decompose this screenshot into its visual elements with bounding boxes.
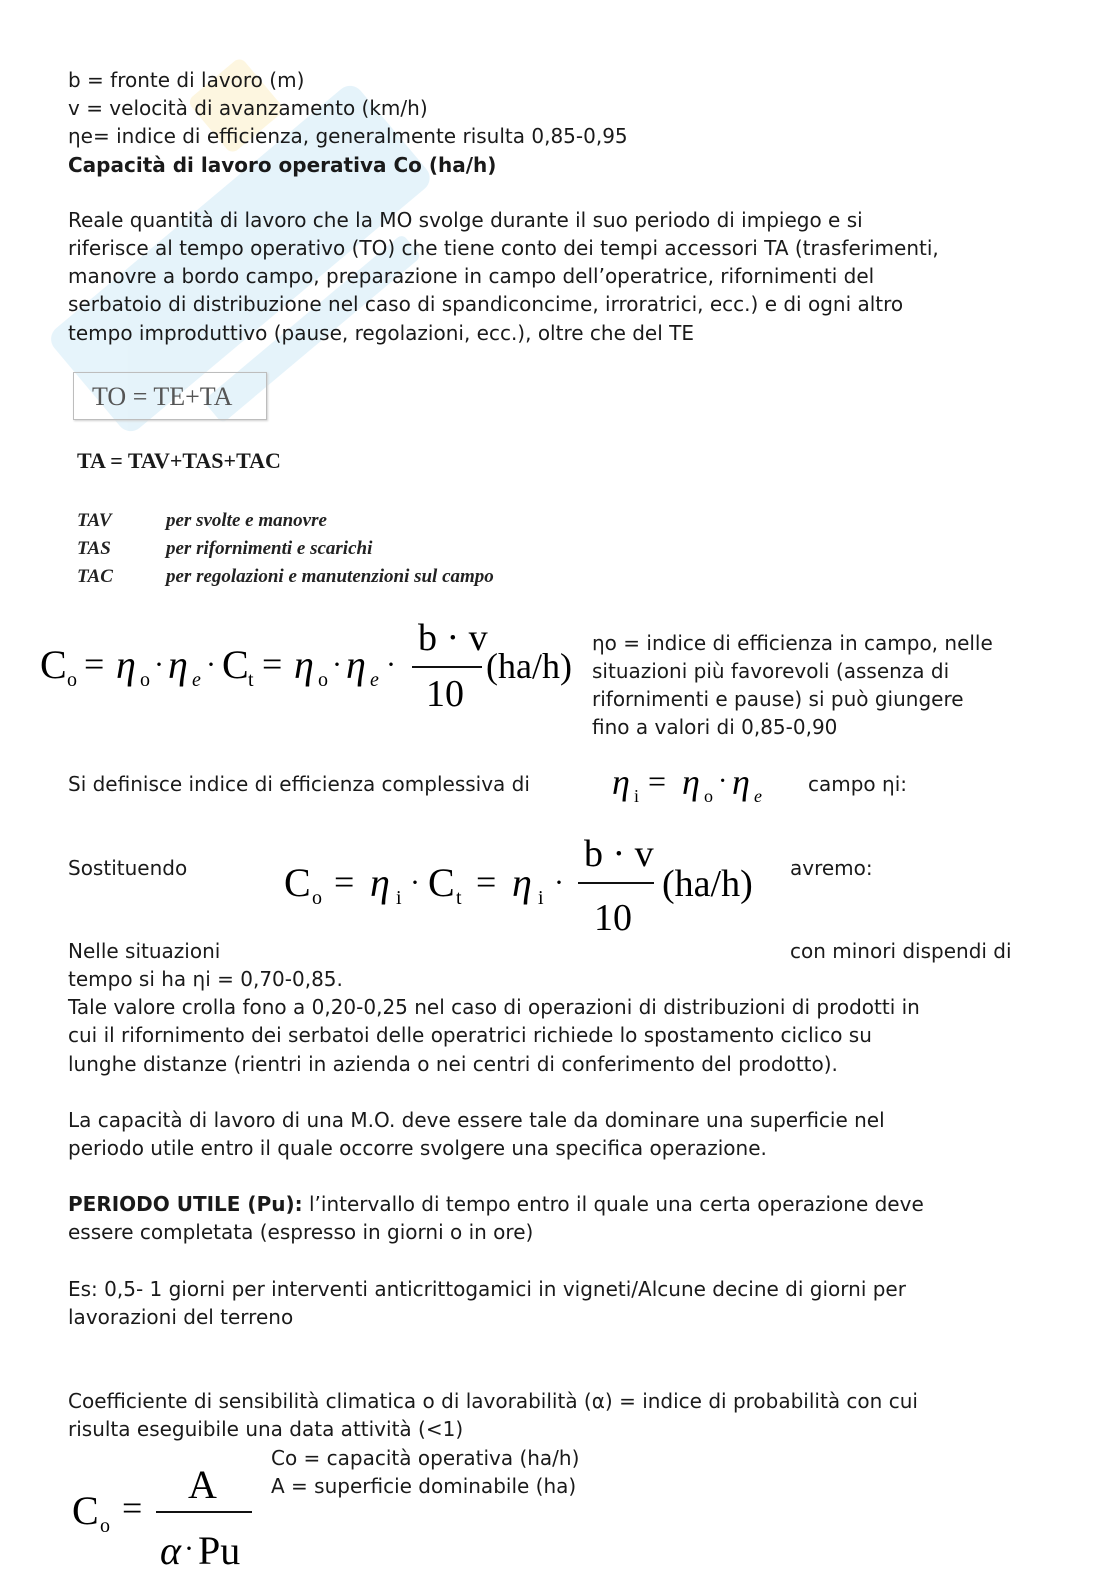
paragraph-line: tempo improduttivo (pause, regolazioni, ecc.), oltre che del TE <box>68 321 695 345</box>
svg-text:o: o <box>312 887 322 909</box>
svg-text:o: o <box>318 669 328 691</box>
paragraph-line: La capacità di lavoro di una M.O. deve essere tale da dominare una superficie nel <box>68 1108 885 1132</box>
periodo-utile-text: l’intervallo di tempo entro il quale una certa operazione deve <box>302 1192 924 1216</box>
svg-text:η: η <box>682 762 700 802</box>
ta-item-key: TAC <box>77 566 113 587</box>
paragraph-line: riferisce al tempo operativo (TO) che tiene conto dei tempi accessori TA (trasferimenti, <box>68 236 939 260</box>
svg-text:Pu: Pu <box>198 1528 241 1573</box>
svg-text:=: = <box>84 644 105 684</box>
paragraph-line: Reale quantità di lavoro che la MO svolge durante il suo periodo di impiego e si <box>68 208 863 232</box>
svg-text:η: η <box>512 860 532 905</box>
svg-text:η: η <box>370 860 390 905</box>
svg-text:(ha/h): (ha/h) <box>486 646 572 686</box>
heading-operative-capacity: Capacità di lavoro operativa Co (ha/h) <box>68 153 497 177</box>
eta-o-desc-line: rifornimenti e pause) si può giungere <box>592 687 964 711</box>
formula-eta-i <box>608 760 788 812</box>
ta-item <box>77 566 494 588</box>
eta-i-definition-prefix: Si definisce indice di efficienza complessiva di <box>68 772 530 796</box>
definition-b: b = fronte di lavoro (m) <box>68 68 305 92</box>
svg-text:·: · <box>410 866 420 899</box>
svg-text:e: e <box>192 669 201 691</box>
svg-text:·: · <box>386 648 396 681</box>
a-definition: A = superficie dominabile (ha) <box>271 1474 577 1498</box>
svg-text:e: e <box>754 786 762 806</box>
svg-text:(ha/h): (ha/h) <box>662 863 753 905</box>
svg-text:i: i <box>396 887 402 909</box>
eta-o-desc-line: ηo = indice di efficienza in campo, nelle <box>592 631 993 655</box>
svg-text:·: · <box>154 648 164 681</box>
svg-text:i: i <box>538 887 544 909</box>
ta-item-key: TAV <box>77 510 112 531</box>
svg-text:η: η <box>116 642 136 687</box>
svg-text:b · v: b · v <box>584 833 654 875</box>
svg-text:η: η <box>346 642 366 687</box>
situations-left: Nelle situazioni <box>68 939 221 963</box>
alpha-paragraph-line: risulta eseguibile una data attività (<1) <box>68 1417 464 1441</box>
svg-text:η: η <box>294 642 314 687</box>
periodo-utile-label: PERIODO UTILE (Pu): <box>68 1192 303 1216</box>
svg-text:α: α <box>160 1528 181 1573</box>
svg-text:C: C <box>284 860 311 905</box>
svg-text:t: t <box>248 669 254 691</box>
svg-text:=: = <box>262 644 283 684</box>
ta-item-desc: per rifornimenti e scarichi <box>166 538 373 559</box>
formula-co-eta-i <box>282 830 782 940</box>
svg-text:b · v: b · v <box>418 617 488 659</box>
periodo-utile-line2: essere completata (espresso in giorni o in ore) <box>68 1220 534 1244</box>
ta-item-key: TAS <box>77 538 111 559</box>
svg-text:·: · <box>184 1532 194 1565</box>
eta-i-definition-suffix: campo ηi: <box>808 772 907 796</box>
svg-text:η: η <box>168 642 188 687</box>
situations-line2: tempo si ha ηi = 0,70-0,85. <box>68 967 343 991</box>
substituting-label: Sostituendo <box>68 856 188 880</box>
svg-text:C: C <box>40 642 67 687</box>
svg-text:η: η <box>612 762 630 802</box>
co-definition: Co = capacità operativa (ha/h) <box>271 1446 580 1470</box>
svg-text:η: η <box>732 762 750 802</box>
svg-text:=: = <box>476 862 497 902</box>
formula-co-eta-o <box>36 616 586 716</box>
definition-eta-e: ηe= indice di efficienza, generalmente risulta 0,85-0,95 <box>68 124 628 148</box>
svg-text:t: t <box>456 887 462 909</box>
eta-o-desc-line: fino a valori di 0,85-0,90 <box>592 715 838 739</box>
avremo-label: avremo: <box>790 856 873 880</box>
example-line: Es: 0,5- 1 giorni per interventi anticrittogamici in vigneti/Alcune decine di giorni per <box>68 1277 906 1301</box>
svg-text:A: A <box>188 1462 217 1507</box>
ta-item-desc: per svolte e manovre <box>166 510 327 531</box>
ta-item <box>77 510 327 532</box>
svg-text:·: · <box>554 866 564 899</box>
periodo-utile-line <box>68 1190 924 1218</box>
paragraph-line: cui il rifornimento dei serbatoi delle operatrici richiede lo spostamento ciclico su <box>68 1023 872 1047</box>
svg-text:=: = <box>122 1488 143 1528</box>
example-line: lavorazioni del terreno <box>68 1305 294 1329</box>
alpha-paragraph-line: Coefficiente di sensibilità climatica o di lavorabilità (α) = indice di probabilità con cui <box>68 1389 918 1413</box>
definition-v: v = velocità di avanzamento (km/h) <box>68 96 428 120</box>
paragraph-line: manovre a bordo campo, preparazione in campo dell’operatrice, rifornimenti del <box>68 264 875 288</box>
paragraph-line: periodo utile entro il quale occorre svolgere una specifica operazione. <box>68 1136 767 1160</box>
eta-o-desc-line: situazioni più favorevoli (assenza di <box>592 659 950 683</box>
situations-right: con minori dispendi di <box>790 939 1012 963</box>
svg-text:C: C <box>428 860 455 905</box>
svg-text:C: C <box>72 1488 99 1533</box>
svg-text:10: 10 <box>594 897 632 939</box>
svg-text:i: i <box>634 786 640 806</box>
svg-text:o: o <box>100 1515 110 1537</box>
svg-text:·: · <box>206 648 216 681</box>
paragraph-line: serbatoio di distribuzione nel caso di spandiconcime, irroratrici, ecc.) e di ogni altro <box>68 292 904 316</box>
svg-text:·: · <box>332 648 342 681</box>
paragraph-line: Tale valore crolla fono a 0,20-0,25 nel caso di operazioni di distribuzioni di prodotti in <box>68 995 920 1019</box>
equation-ta: TA = TAV+TAS+TAC <box>77 448 281 473</box>
ta-item-desc: per regolazioni e manutenzioni sul campo <box>166 566 494 587</box>
svg-text:C: C <box>222 642 249 687</box>
svg-text:o: o <box>140 669 150 691</box>
svg-text:·: · <box>718 766 728 797</box>
ta-item <box>77 538 372 560</box>
equation-to: TO = TE+TA <box>73 372 267 420</box>
svg-text:o: o <box>704 786 713 806</box>
svg-text:=: = <box>648 763 667 799</box>
svg-text:o: o <box>67 669 77 691</box>
svg-text:=: = <box>334 862 355 902</box>
paragraph-line: lunghe distanze (rientri in azienda o nei centri di conferimento del prodotto). <box>68 1052 838 1076</box>
svg-text:10: 10 <box>426 673 464 715</box>
svg-text:e: e <box>370 669 379 691</box>
formula-co-alpha-pu <box>70 1460 270 1576</box>
